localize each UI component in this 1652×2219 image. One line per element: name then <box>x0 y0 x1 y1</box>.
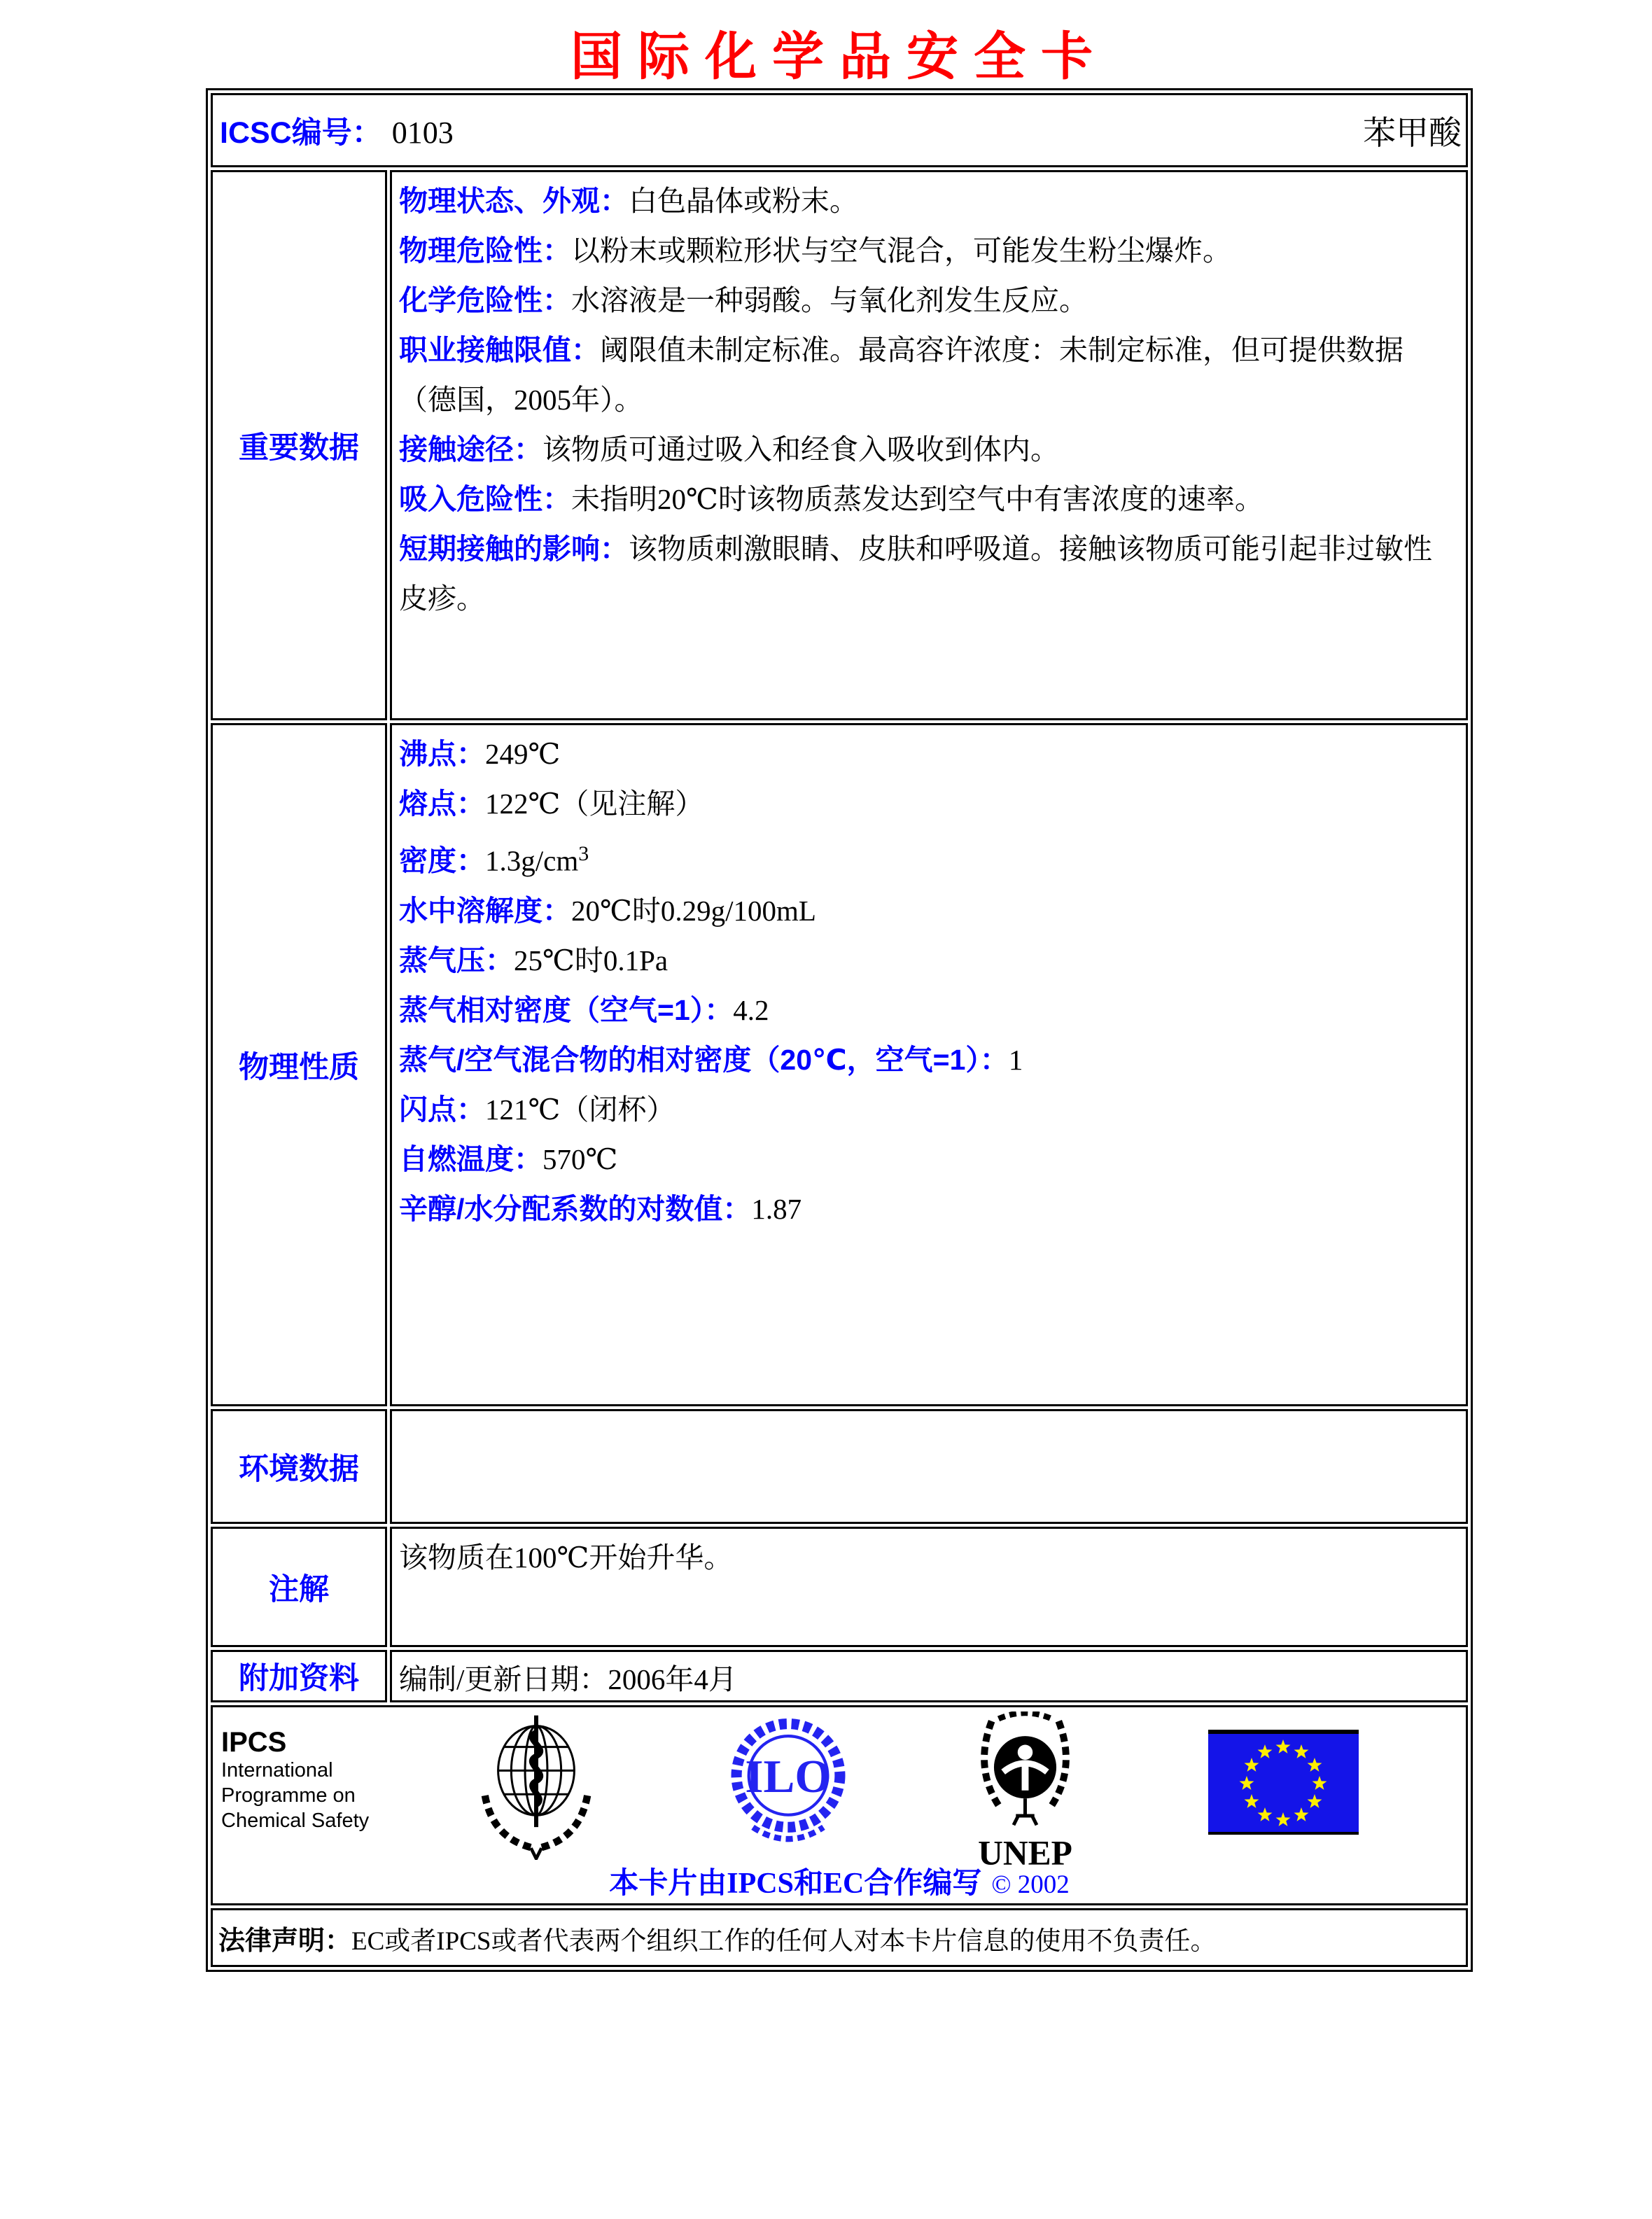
unep-logo-text: UNEP <box>978 1833 1072 1872</box>
who-logo-icon <box>470 1712 602 1863</box>
field-exposure-routes: 接触途径：该物质可通过吸入和经食入吸收到体内。 <box>399 433 1059 465</box>
page-title: 国际化学品安全卡 <box>570 27 1108 85</box>
field-chemical-danger: 化学危险性：水溶液是一种弱酸。与氧化剂发生反应。 <box>399 284 1088 316</box>
eu-flag-icon <box>1208 1730 1359 1838</box>
field-physical-state: 物理状态、外观：白色晶体或粉末。 <box>399 185 858 217</box>
field-flash-point: 闪点：121℃（闭杯） <box>399 1093 676 1126</box>
section-label-environmental-data: 环境数据 <box>211 1409 387 1524</box>
section-label-important-data: 重要数据 <box>211 170 387 720</box>
field-inhalation-risk: 吸入危险性：未指明20℃时该物质蒸发达到空气中有害浓度的速率。 <box>399 483 1264 515</box>
field-short-term-effects: 短期接触的影响：该物质刺激眼睛、皮肤和呼吸道。接触该物质可能引起非过敏性皮疹。 <box>399 533 1432 615</box>
icsc-number-value: 0103 <box>391 115 454 150</box>
ipcs-line-1: International <box>221 1759 333 1782</box>
legal-notice-label: 法律声明： <box>218 1926 352 1956</box>
field-physical-danger: 物理危险性：以粉末或颗粒形状与空气混合，可能发生粉尘爆炸。 <box>399 234 1231 267</box>
footer-copyright: © 2002 <box>991 1870 1070 1899</box>
unep-logo-icon <box>967 1712 1083 1877</box>
section-label-notes: 注解 <box>211 1527 387 1647</box>
section-content-notes <box>390 1527 1468 1647</box>
legal-notice-text: EC或者IPCS或者代表两个组织工作的任何人对本卡片信息的使用不负责任。 <box>351 1926 1217 1956</box>
ipcs-line-2: Programme on <box>221 1784 356 1807</box>
section-content-additional-info <box>390 1650 1468 1702</box>
ilo-logo-icon <box>729 1714 847 1858</box>
card-header-row <box>211 93 1468 167</box>
section-content-physical-properties <box>390 723 1468 1406</box>
field-water-solubility: 水中溶解度：20℃时0.29g/100mL <box>399 894 816 927</box>
field-melting-point: 熔点：122℃（见注解） <box>399 788 704 820</box>
legal-notice-row <box>211 1908 1468 1967</box>
ipcs-text-block <box>221 1727 369 1833</box>
ilo-logo-text: ILO <box>745 1749 832 1802</box>
field-update-date: 编制/更新日期：2006年4月 <box>399 1663 737 1695</box>
icsc-card-table <box>206 88 1473 1972</box>
ipcs-line-3: Chemical Safety <box>221 1809 370 1832</box>
field-octanol-water: 辛醇/水分配系数的对数值：1.87 <box>399 1192 802 1225</box>
section-label-physical-properties: 物理性质 <box>211 723 387 1406</box>
section-content-environmental-data <box>390 1409 1468 1524</box>
field-autoignition-temp: 自燃温度：570℃ <box>399 1142 618 1175</box>
field-density: 密度：$1.3g/cm^3$ <box>399 842 589 877</box>
field-note: 该物质在100℃开始升华。 <box>399 1541 733 1574</box>
field-vapor-density: 蒸气相对密度（空气=1）：4.2 <box>399 993 769 1026</box>
section-content-important-data <box>390 170 1468 720</box>
icsc-number-label: ICSC编号： <box>220 115 382 150</box>
section-label-additional-info: 附加资料 <box>211 1650 387 1702</box>
field-vapor-pressure: 蒸气压：25℃时0.1Pa <box>399 944 668 976</box>
chemical-name: 苯甲酸 <box>1363 115 1462 152</box>
field-vapor-air-density: 蒸气/空气混合物的相对密度（20℃，空气=1）：1 <box>399 1043 1023 1076</box>
footer-caption-text: 本卡片由IPCS和EC合作编写 <box>609 1868 982 1900</box>
field-occupational-limit: 职业接触限值：阈限值未制定标准。最高容许浓度：未制定标准，但可提供数据（德国，2005年）。 <box>399 334 1404 416</box>
field-boiling-point: 沸点：249℃ <box>399 738 561 770</box>
icsc-number-group <box>220 109 454 152</box>
ipcs-abbr: IPCS <box>221 1727 287 1758</box>
footer-caption <box>213 1860 1466 1902</box>
logos-row <box>211 1705 1468 1905</box>
